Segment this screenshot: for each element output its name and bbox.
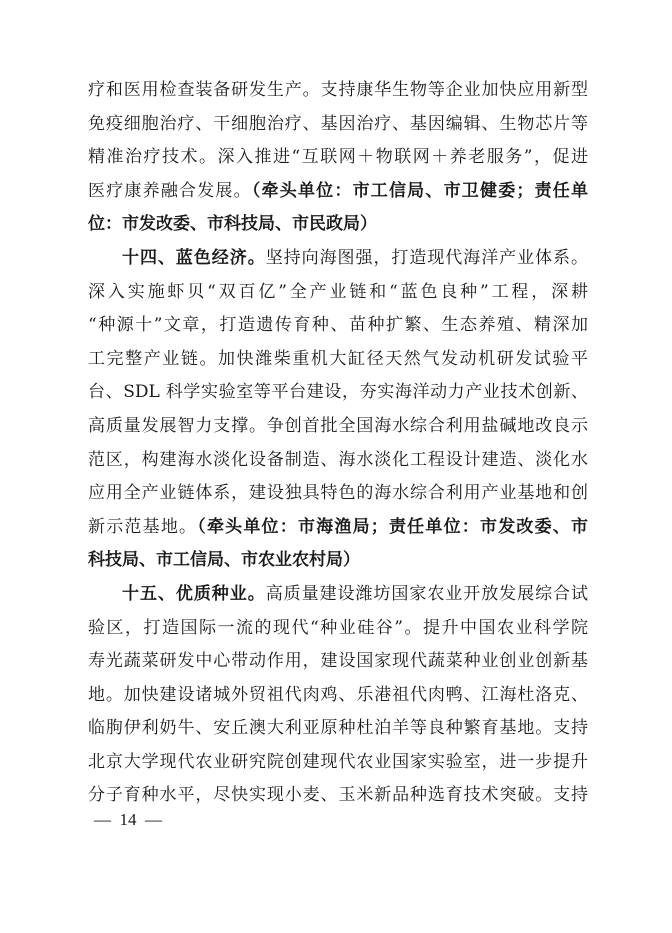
text-segment: 工完整产业链。加快潍柴重机大缸径天然气发动机研发试验平 xyxy=(88,348,588,369)
text-segment: 临朐伊利奶牛、安丘澳大利亚原种杜泊羊等良种繁育基地。支持 xyxy=(88,718,588,739)
text-segment: 验区，打造国际一流的现代“种业硅谷”。提升中国农业科学院 xyxy=(88,617,588,638)
bold-text-segment: 位：市发改委、市科技局、市民政局） xyxy=(88,214,377,235)
text-line xyxy=(88,276,588,310)
bold-text-segment: 十五、优质种业。 xyxy=(122,583,266,604)
text-line xyxy=(88,712,588,746)
text-segment: 免疫细胞治疗、干细胞治疗、基因治疗、基因编辑、生物芯片等 xyxy=(88,113,588,134)
text-segment: “种源十”文章，打造遗传育种、苗种扩繁、生态养殖、精深加 xyxy=(88,315,588,336)
text-segment: 高质量建设潍坊国家农业开放发展综合试 xyxy=(265,583,588,604)
text-segment: 新示范基地。 xyxy=(88,516,198,537)
body-text xyxy=(88,74,588,813)
text-line xyxy=(88,208,588,242)
bold-text-segment: （牵头单位：市工信局、市卫健委；责任单 xyxy=(251,180,588,201)
text-segment: 疗和医用检查装备研发生产。支持康华生物等企业加快应用新型 xyxy=(88,80,588,100)
text-line xyxy=(88,343,588,377)
text-segment: 高质量发展智力支撑。争创首批全国海水综合利用盐碱地改良示 xyxy=(88,415,588,436)
bold-text-segment: 科技局、市工信局、市农业农村局） xyxy=(88,550,360,571)
text-segment: 寿光蔬菜研发中心带动作用，建设国家现代蔬菜种业创业创新基 xyxy=(88,651,588,672)
text-line xyxy=(88,141,588,175)
text-line xyxy=(88,578,588,612)
bold-text-segment: 十四、蓝色经济。 xyxy=(122,247,266,268)
text-segment: 深入实施虾贝“双百亿”全产业链和“蓝色良种”工程，深耕 xyxy=(88,281,588,302)
text-segment: 应用全产业链体系，建设独具特色的海水综合利用产业基地和创 xyxy=(88,483,588,504)
text-segment: 精准治疗技术。深入推进“互联网＋物联网＋养老服务”，促进 xyxy=(88,147,588,168)
bold-text-segment: （牵头单位：市海渔局；责任单位：市发改委、市 xyxy=(197,516,588,537)
text-line xyxy=(88,175,588,209)
text-segment: 分子育种水平，尽快实现小麦、玉米新品种选育技术突破。支持 xyxy=(88,785,588,806)
text-line xyxy=(88,679,588,713)
text-segment: 坚持向海图强，打造现代海洋产业体系。 xyxy=(265,247,588,268)
text-segment: 地。加快建设诸城外贸祖代肉鸡、乐港祖代肉鸭、江海杜洛克、 xyxy=(88,684,588,705)
text-line xyxy=(88,444,588,478)
text-line xyxy=(88,746,588,780)
text-line xyxy=(88,242,588,276)
text-segment: 台、SDL 科学实验室等平台建设，夯实海洋动力产业技术创新、 xyxy=(88,382,588,403)
text-line xyxy=(88,410,588,444)
page-number: — 14 — xyxy=(94,810,162,829)
text-line xyxy=(88,108,588,142)
text-line xyxy=(88,511,588,545)
text-line xyxy=(88,544,588,578)
text-line xyxy=(88,74,588,108)
text-segment: 范区，构建海水淡化设备制造、海水淡化工程设计建造、淡化水 xyxy=(88,449,588,470)
text-segment: 北京大学现代农业研究院创建现代农业国家实验室，进一步提升 xyxy=(88,751,588,772)
text-line xyxy=(88,309,588,343)
text-line xyxy=(88,645,588,679)
text-segment: 医疗康养融合发展。 xyxy=(88,180,252,201)
text-line xyxy=(88,477,588,511)
text-line xyxy=(88,376,588,410)
text-line xyxy=(88,779,588,813)
text-line xyxy=(88,612,588,646)
